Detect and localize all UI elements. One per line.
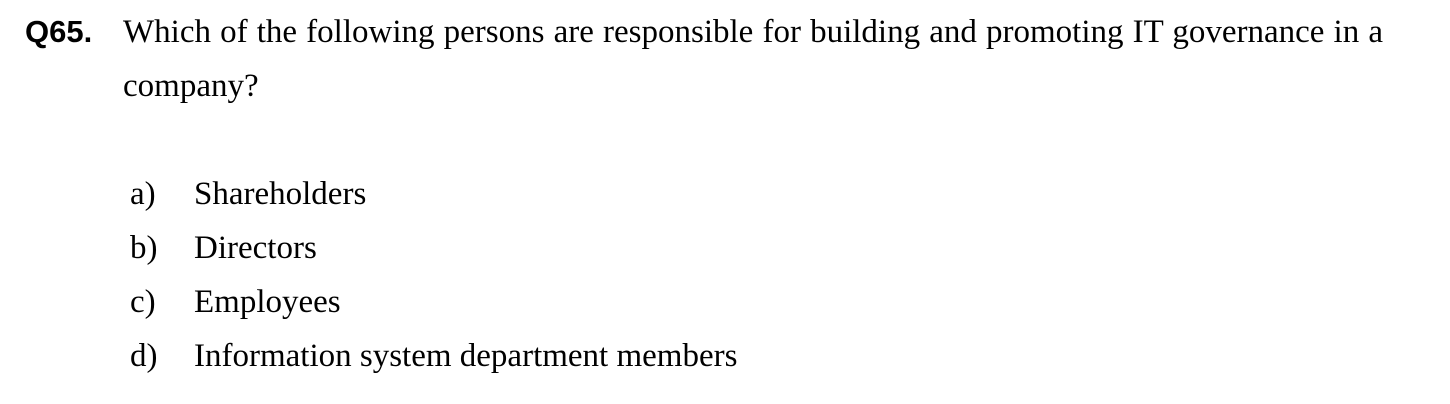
option-letter: c)	[130, 284, 156, 320]
option-b	[130, 221, 737, 275]
option-text: Directors	[194, 230, 317, 266]
option-letter: a)	[130, 176, 156, 212]
option-letter: b)	[130, 230, 158, 266]
option-a	[130, 167, 737, 221]
option-text: Information system department members	[194, 338, 738, 374]
option-letter: d)	[130, 338, 158, 374]
option-text: Employees	[194, 284, 341, 320]
question-number: Q65.	[25, 14, 93, 49]
question-text: Which of the following persons are responsible for building and promoting IT governance in a company?	[123, 14, 1383, 104]
option-text: Shareholders	[194, 176, 367, 212]
answer-options-list	[130, 167, 737, 383]
option-c	[130, 275, 737, 329]
option-d	[130, 329, 737, 383]
